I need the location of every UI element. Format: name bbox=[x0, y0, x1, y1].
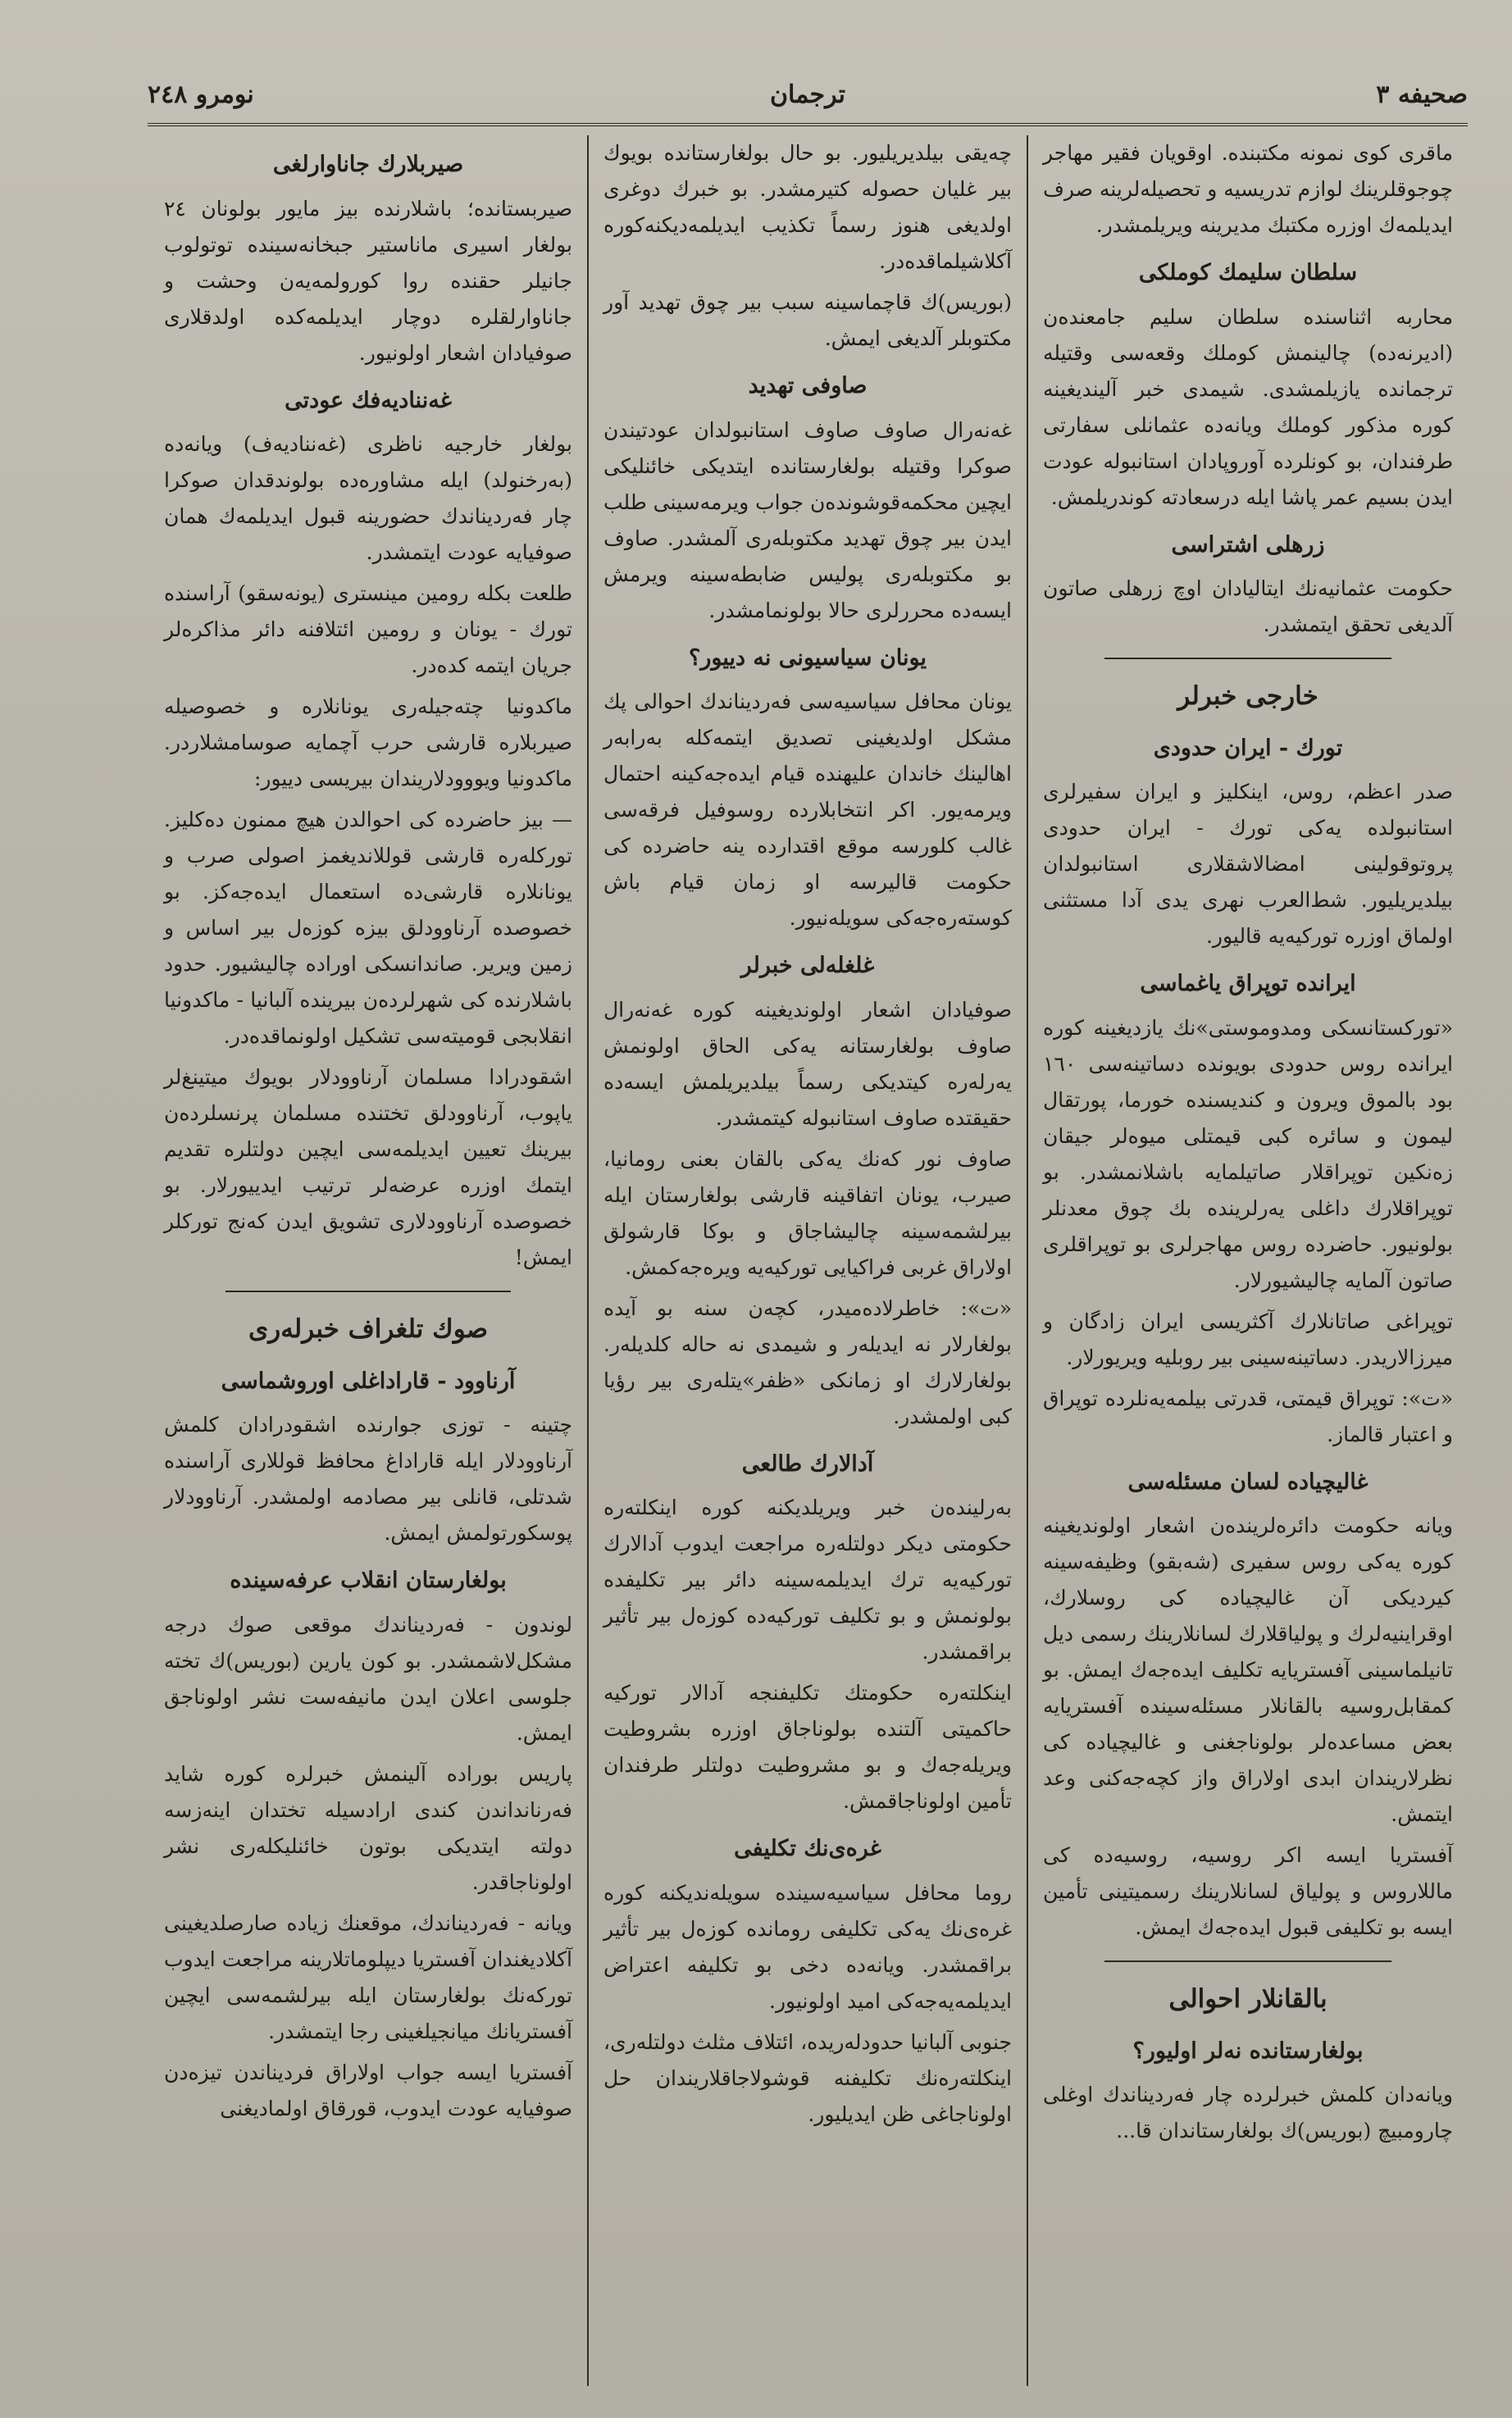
article-text: جنوبی آلبانیا حدودله‌ریده، ائتلاف مثلث دولتله‌ری، اینکلته‌ره‌نك تکلیفنه قوشولاجاقلاریندان حل اولوناجاغی ظن ایدیلیور. bbox=[603, 2029, 1012, 2126]
page-number: صحیفه ۳ bbox=[1376, 80, 1468, 109]
article-text: «تورکستانسکی ومدوموستی»نك یازدیغینه کوره ایرانده روس حدودی بویونده دساتینه‌سی ١٦٠ بود بالموق ویرون و کندیسنده خورما، پورتقال لیمون و سائره کبی قیمتلی میوه‌لر جیقان زه‌نکین توپراقلار صاتیلمایه باشلانمشدر. بو توپراقلارك داغلی یه‌رلرینده بك چوق معدنلر بولونیور. حاضرده روس مهاجرلری بو توپراقلری صاتون آلمایه چالیشیورلار. bbox=[1043, 1015, 1453, 1292]
column-middle bbox=[589, 135, 1028, 2386]
issue-number: نومرو ٢٤٨ bbox=[148, 80, 254, 109]
article-text: — بیز حاضرده کی احوالدن هیچ ممنون ده‌کلیز. تورکله‌ره قارشی قوللاندیغمز اصولی صرب و یونانلاره قارشی‌ده استعمال ایده‌جه‌کز. بو خصوصده آرناوودلق بیزه کوزه‌ل بیر اساس و زمین ویریر. صاندانسکی اوراده چالیشیور. حدود باشلارنده کی شهرلرده‌ن بیرینده آلبانیا - ماکدونیا انقلابجی قومیته‌سی تشکیل اولونماقده‌در. bbox=[164, 808, 572, 1049]
article-text: اشقودرادا مسلمان آرناوودلار بویوك میتینغ‌لر یاپوب، آرناوودلق تختنده مسلمان پرنسلرده‌ن بیرینك تعیین ایدیلمه‌سی ایچین دولتلره تقدیم ایتمك اوزره عرضه‌لر ترتیب ایدییورلار. بو خصوصده آرناوودلاری تشویق ایدن که‌نج تورکلر ایمش! bbox=[164, 1065, 572, 1270]
article-text: ماکدونیا چته‌جیله‌ری یونانلاره و خصوصیله صیربلاره قارشی حرب آچمایه صوسامشلاردر. ماکدونیا ویووودلاریندان بیریسی دییور: bbox=[164, 694, 572, 791]
article-text: ویانه - فه‌ردیناندك، موقعنك زیاده صارصلدیغینی آکلادیغندان آفستریا دیپلوماتلارینه مراجعت ایدوب تورکه‌نك بولغارستان ایله بیرلشمه‌سی ایچین آفستریانك میانجیلغینی رجا ایتمشدر. bbox=[164, 1910, 572, 2043]
article-text: محاربه اثناسنده سلطان سلیم جامعنده‌ن (ادیرنه‌ده) چالینمش کوملك وقعه‌سی وقتیله ترجمانده یازیلمشدی. شیمدی خبر آلیندیغینه کوره مذکور کوملك ویانه‌ده عثمانلی سفارتی طرفندان، بو کونلرده آوروپادان استانبوله عودت ایدن بسیم عمر پاشا ایله درسعادته کوندریلمش. bbox=[1043, 304, 1453, 509]
article-text: ویانه‌دان کلمش خبرلرده چار فه‌ردیناندك اوغلی چارومبیچ (بوریس)ك بولغارستاندان قا... bbox=[1043, 2083, 1453, 2143]
article-heading: سلطان سلیمك کوملکی bbox=[1138, 260, 1358, 285]
article-heading: بولغارستان انقلاب عرفه‌سینده bbox=[230, 1568, 507, 1594]
article-heading: غره‌ی‌نك تکلیفی bbox=[734, 1836, 881, 1862]
article-text: یونان محافل سیاسیه‌سی فه‌ردیناندك احوالی پك مشکل اولدیغینی تصدیق ایتمه‌کله به‌رابه‌ر اهالینك خاندان علیهنده قیام ایده‌جه‌کینه احتمال ویرمه‌یور. اکر انتخابلارده روسوفیل فرقه‌سی غالب کلورسه موقع اقتدارده ینه حاضرده کی حکومت قالیرسه او زمان قیام باش کوسته‌ره‌جه‌کی سویله‌نیور. bbox=[603, 690, 1012, 931]
article-text: طلعت بکله رومین مینستری (یونه‌سقو) آراسنده تورك - یونان و رومین ائتلافنه دائر مذاکره‌لر جریان ایتمه کده‌در. bbox=[164, 581, 572, 678]
article-text: «ت»: توپراق قیمتی، قدرتی بیلمه‌یه‌نلرده توپراق و اعتبار قالماز. bbox=[1043, 1386, 1453, 1446]
divider bbox=[1104, 658, 1391, 659]
article-text: صوفیادان اشعار اولوندیغینه کوره غه‌نه‌رال صاوف بولغارستانه یه‌کی الحاق اولونمش یه‌رله‌ره کیتدیکی رسماً بیلدیریلمش ایسه‌ده حقیقتده صاوف استانبوله کیتمشدر. bbox=[603, 997, 1012, 1130]
article-text: «ت»: خاطرلاده‌میدر، کچه‌ن سنه بو آیده بولغارلار نه ایدیله‌ر و شیمدی نه حاله کلدیله‌ر. بولغارلارك او زمانکی «ظفر»یتله‌ری بیر رؤیا کبی اولمشدر. bbox=[603, 1296, 1012, 1428]
page-header bbox=[148, 66, 1468, 126]
article-text: پاریس بوراده آلینمش خبرلره کوره شاید فه‌رنانداندن کندی ارادسیله تختدان اینه‌زسه دولته ایتدیکی بوتون خائنلیکله‌ری نشر اولوناجاقدر. bbox=[164, 1761, 572, 1894]
article-heading: یونان سیاسیونی نه دییور؟ bbox=[689, 644, 927, 671]
article-heading: غلغله‌لی خبرلر bbox=[740, 953, 875, 979]
article-text: چتینه - توزی جوارنده اشقودرادان کلمش آرناوودلار ایله قاراداغ محافظ قوللاری آراسنده شدتلی، قانلی بیر مصادمه اولمشدر. آرناوودلار پوسکورتولمش ایمش. bbox=[164, 1413, 572, 1546]
article-text: ماقری کوی نمونه مکتبنده. اوقویان فقیر مهاجر چوجوقلرینك لوازم تدریسیه و تحصیله‌لرینه صرف ایدیلمه‌ك اوزره مکتبك مدیرینه ویریلمشدر. bbox=[1043, 141, 1453, 237]
article-heading: صیربلارك جاناوارلغی bbox=[272, 152, 464, 177]
article-text: به‌رلینده‌ن خبر ویریلدیکنه کوره اینکلته‌ره حکومتی دیکر دولتله‌ره مراجعت ایدوب آدالارك تورکیه‌یه ترك ایدیلمه‌سینه دائر بیر تکلیفده بولونمش و بو تکلیف تورکیه‌ده کوزه‌ل بیر تأثیر براقمشدر. bbox=[603, 1496, 1012, 1664]
masthead-title: ترجمان bbox=[770, 80, 845, 109]
article-heading: ایرانده توپراق یاغماسی bbox=[1140, 971, 1356, 997]
divider bbox=[1104, 1960, 1391, 1962]
article-text: صدر اعظم، روس، اینکلیز و ایران سفیرلری استانبولده یه‌کی تورك - ایران حدودی پروتوقولینی امضالاشقلاری استانبولدان بیلدیریلیور. شط‌العرب نهری یدی آدا مستثنی اولماق اوزره تورکیه‌یه قالیور. bbox=[1043, 780, 1453, 949]
section-heading: خارجی خبرلر bbox=[1177, 681, 1318, 712]
column-right bbox=[1028, 135, 1468, 2386]
article-text: آفستریا ایسه جواب اولاراق فردیناندن تیزه‌دن صوفیایه عودت ایدوب، قورقاق اولمادیغنی bbox=[164, 2060, 572, 2120]
article-text: صیربستانده‌؛ باشلارنده بیز مایور بولونان ٢٤ بولغار اسیری ماناستیر جبخانه‌سینده توتولوب جانیلر حقنده روا کورولمه‌یه‌ن وحشت و جاناوارلقلره دوچار ایدیلمه‌کده اولدقلاری صوفیادان اشعار اولونیور. bbox=[164, 196, 572, 365]
section-heading: صوك تلغراف خبرله‌ری bbox=[248, 1314, 489, 1345]
article-text: غه‌نه‌رال صاوف صاوف استانبولدان عودتیندن صوکرا وقتیله بولغارستانده ایتدیکی خائنلیکی ایچین محکمه‌قوشونده‌ن جواب ویرمه‌سینی طلب ایدن بیر چوق تهدید مکتوبله‌ری آلمشدر. صاوف بو مکتوبله‌ری پولیس ضابطه‌سینه ویرمش ایسه‌ده محررلری حالا بولونمامشدر. bbox=[603, 417, 1012, 622]
article-text: اینکلته‌ره حکومتك تکلیفنجه آدالار تورکیه حاکمیتی آلتنده بولوناجاق اوزره بشروطیت ویریله‌جه‌ك و بو مشروطیت دولتلر طرفندان تأمین اولوناجاقمش. bbox=[603, 1681, 1012, 1814]
columns bbox=[148, 135, 1468, 2386]
article-heading: غه‌ننادیه‌فك عودتی bbox=[285, 387, 452, 413]
section-heading: بالقانلار احوالی bbox=[1168, 1984, 1328, 2015]
column-left bbox=[149, 135, 589, 2386]
article-text: لوندون - فه‌ردیناندك موقعی صوك درجه مشکل‌لاشمشدر. بو کون یارین (بوریس)ك تخته جلوسی اعلان ایدن مانیفه‌ست نشر اولوناجق ایمش. bbox=[164, 1612, 572, 1745]
article-text: آفستریا ایسه اکر روسیه، روسیه‌ده کی ماللاروس و پولیاق لسانلارینك رسمیتینی تأمین ایسه بو تکلیفی قبول ایده‌جه‌ك ایمش. bbox=[1043, 1843, 1453, 1940]
article-text: ویانه حکومت دائره‌لرینده‌ن اشعار اولوندیغینه کوره یه‌کی روس سفیری (شه‌بقو) وظیفه‌سینه کیردیکی آن غالیچیاده کی روسلارك، اوقراینیه‌لرك و پولیاقلارك لسانلارینك رسمی دیل تانیلماسینی آفستریایه تکلیف ایده‌جه‌ك ایمش. بو کمقابل‌روسیه بالقانلار مسئله‌سینده آفستریایه بعض مساعده‌لر بولوناجغنی و غالیچیاده کی نظرلاریندان ابدی اولاراق واز کچه‌جه‌کنی وعد ایتمش. bbox=[1043, 1514, 1453, 1827]
article-text: صاوف نور که‌نك یه‌کی بالقان بعنی رومانیا، صیرب، یونان اتفاقینه قارشی بولغارستان ایله بیرلشمه‌سینه چالیشاجاق و بوکا قارشولق اولاراق غربی فراکیایی تورکیه‌یه ویره‌جه‌کمش. bbox=[603, 1146, 1012, 1279]
article-heading: زرهلی اشتراسی bbox=[1171, 531, 1325, 558]
article-heading: بولغارستانده نه‌لر اولیور؟ bbox=[1132, 2038, 1364, 2064]
article-heading: غالیچیاده لسان مسئله‌سی bbox=[1127, 1469, 1369, 1495]
article-heading: صاوفی تهدید bbox=[748, 373, 868, 398]
article-text: حکومت عثمانیه‌نك ایتالیادان اوچ زرهلی صاتون آلدیغی تحقق ایتمشدر. bbox=[1043, 576, 1453, 637]
article-text: بولغار خارجیه ناظری (غه‌ننادیه‌ف) ویانه‌ده (به‌رخنولد) ایله مشاوره‌ده بولوندقدان صوکرا چار فه‌ردیناندك حضورینه قبول ایدیلمه‌ك همان صوفیایه عودت ایتمشدر. bbox=[164, 432, 572, 565]
article-text: چه‌یقی بیلدیریلیور. بو حال بولغارستانده بویوك بیر غلیان حصوله کتیرمشدر. بو خبرك دوغری اولدیغی هنوز رسماً تکذیب ایدیلمه‌دیکنه‌کوره آکلاشیلماقده‌در. bbox=[603, 141, 1012, 273]
article-text: (بوریس)ك قاچماسینه سبب بیر چوق تهدید آور مکتوبلر آلدیغی ایمش. bbox=[603, 290, 1012, 350]
article-heading: آدالارك طالعی bbox=[741, 1450, 874, 1477]
article-text: توپراغی صاتانلارك آکثریسی ایران زادگان و میرزالاریدر. دساتینه‌سینی بیر روبلیه ویریورلار. bbox=[1043, 1309, 1453, 1369]
article-text: روما محافل سیاسیه‌سینده سویله‌ندیکنه کوره غره‌ی‌نك یه‌کی تکلیفی رومانده کوزه‌ل بیر تأثیر براقمشدر. ویانه‌ده دخی بو تکلیفه اعتراض ایدیلمه‌یه‌جه‌کی امید اولونیور. bbox=[603, 1880, 1012, 2013]
article-heading: تورك - ایران حدودی bbox=[1153, 735, 1343, 761]
article-heading: آرناوود - قاراداغلی اوروشماسی bbox=[221, 1368, 516, 1394]
divider bbox=[225, 1291, 512, 1292]
